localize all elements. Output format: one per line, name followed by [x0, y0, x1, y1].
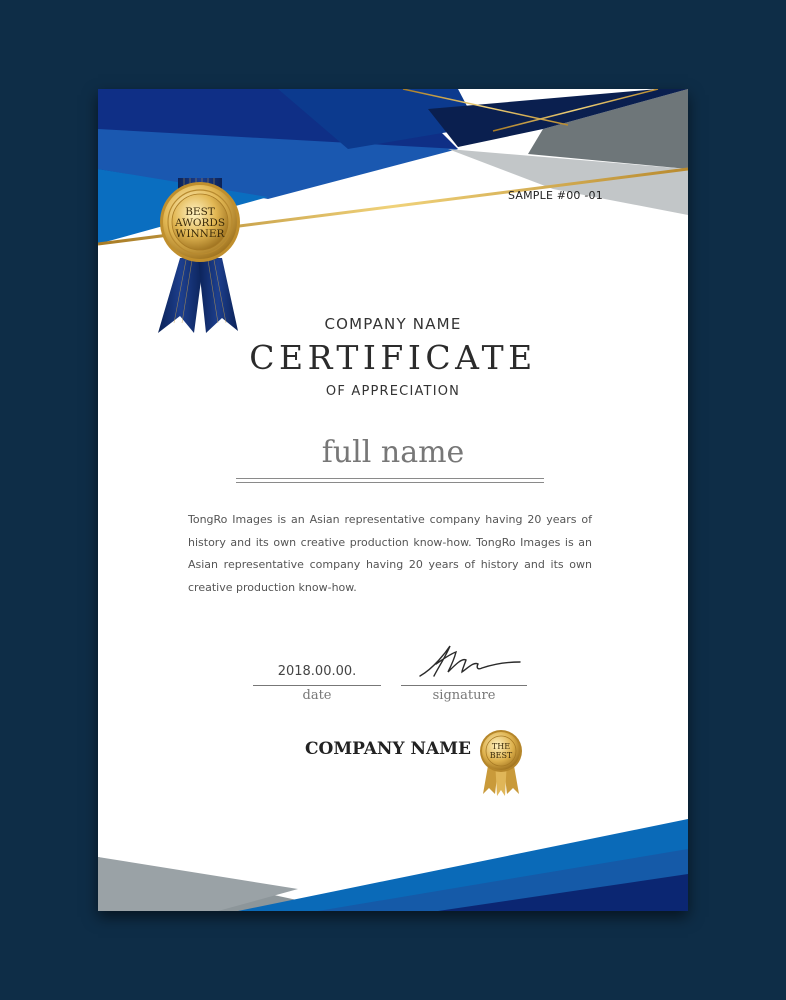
signature-mark — [416, 642, 526, 682]
certificate-body: TongRo Images is an Asian representative company having 20 years of history and its own creative production know-how. TongRo Images is an Asian representative company having 20 years of history and its own creative production know-how. — [188, 513, 592, 594]
award-medal-icon — [146, 178, 256, 338]
signature-label: signature — [432, 688, 496, 703]
sample-code: SAMPLE #00 -01 — [508, 189, 603, 202]
badge-line-2: BEST — [489, 751, 513, 760]
date-label: date — [302, 688, 332, 703]
certificate-title: CERTIFICATE — [249, 338, 537, 377]
recipient-name: full name — [321, 435, 465, 470]
name-underline-2 — [236, 482, 544, 483]
badge-line-1: THE — [491, 742, 511, 751]
signature-rule — [401, 685, 527, 686]
name-underline-1 — [236, 478, 544, 479]
certificate-subtitle: OF APPRECIATION — [325, 384, 461, 399]
company-name-bottom: COMPANY NAME — [305, 739, 471, 759]
date-value: 2018.00.00. — [277, 664, 357, 679]
company-name-top: COMPANY NAME — [324, 315, 462, 333]
certificate-paper — [98, 89, 688, 911]
best-badge-icon — [477, 726, 525, 798]
medal-line-1: BEST — [185, 206, 215, 218]
medal-line-2: AWORDS — [174, 217, 226, 229]
date-rule — [253, 685, 381, 686]
medal-line-3: WINNER — [175, 228, 225, 240]
